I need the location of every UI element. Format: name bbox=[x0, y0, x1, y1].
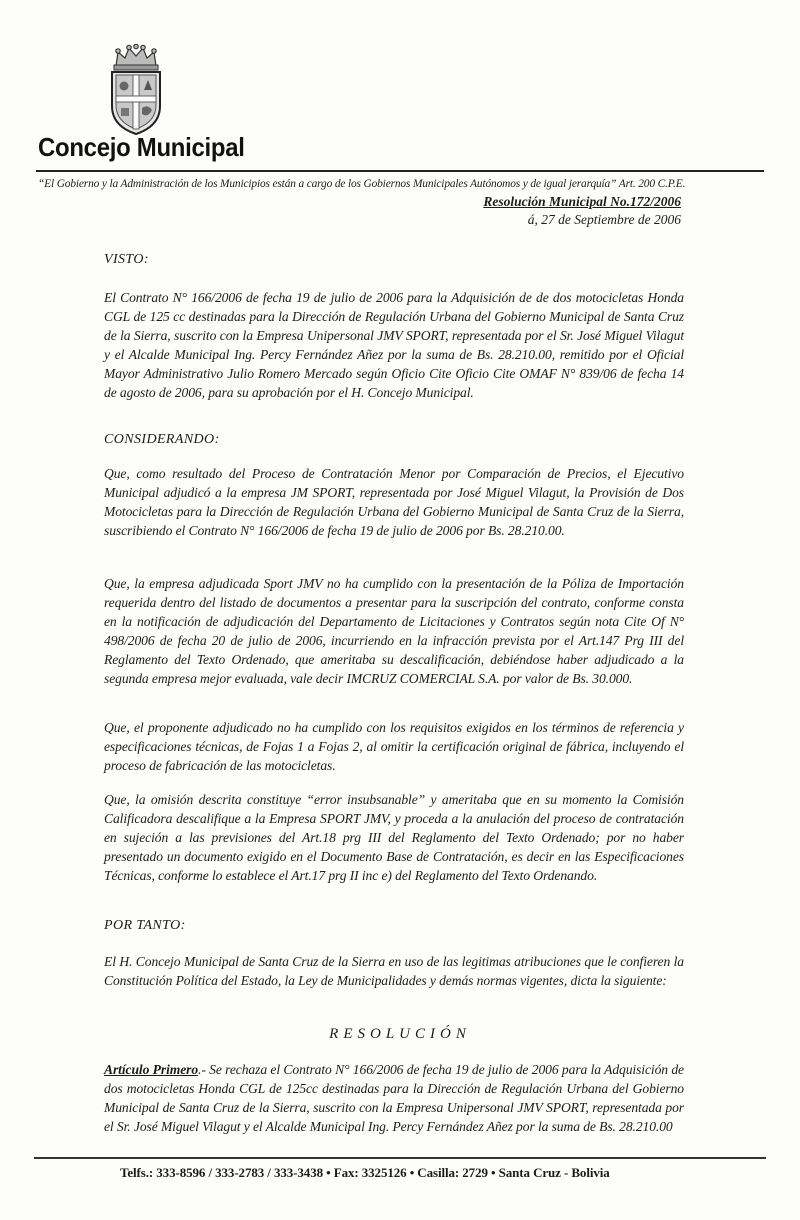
resolution-number: Resolución Municipal No.172/2006 bbox=[483, 194, 681, 209]
visto-paragraph: El Contrato N° 166/2006 de fecha 19 de julio de 2006 para la Adquisición de de dos motocicletas Honda CGL de 125 cc destinadas para la Dirección de Regulación Urbana del Gobierno Municipal de Santa Cruz de la Sierra, suscrito con la Empresa Unipersonal JMV SPORT, representada por el Sr. José Miguel Vilagut y el Alcalde Municipal Ing. Percy Fernández Añez por la suma de Bs. 28.210.00, remitido por el Oficial Mayor Administrativo Julio Romero Mercado según Oficio Cite Oficio Cite OMAF N° 839/06 de fecha 14 de agosto de 2006, para su aprobación por el H. Concejo Municipal. bbox=[104, 290, 684, 400]
considerando-paragraph-4: Que, la omisión descrita constituye “error insubsanable” y ameritaba que en su momento la Comisión Calificadora descalifique a la Empresa SPORT JMV, y proceda a la anulación del proceso de contratación en sujeción a las previsiones del Art.18 prg III del Reglamento del Texto Ordenado; por no haber presentado un documento exigido en el Documento Base de Contratación, es decir en las Especificaciones Técnicas, conforme lo establece el Art.17 prg II inc e) del Reglamento del Texto Ordenando. bbox=[104, 792, 684, 883]
por-tanto-heading: POR TANTO: bbox=[104, 918, 186, 933]
considerando-heading: CONSIDERANDO: bbox=[104, 432, 220, 447]
coat-of-arms-seal bbox=[108, 44, 164, 136]
footer-divider bbox=[34, 1157, 766, 1159]
resolution-title: RESOLUCIÓN bbox=[329, 1026, 471, 1042]
resolution-date: á, 27 de Septiembre de 2006 bbox=[527, 212, 681, 227]
article-first-label: Artículo Primero bbox=[104, 1062, 199, 1077]
constitution-quote: “El Gobierno y la Administración de los Municipios están a cargo de los Gobiernos Municipales Autónomos y de igual jerarquía” Art. 200 C.P.E. bbox=[38, 178, 686, 190]
considerando-paragraph-1: Que, como resultado del Proceso de Contratación Menor por Comparación de Precios, el Ejecutivo Municipal adjudicó a la empresa JM SPORT, representada por José Miguel Vilagut, la Provisión de Dos Motocicletas para la Dirección de Regulación Urbana del Gobierno Municipal de Santa Cruz de la Sierra, suscribiendo el Contrato N° 166/2006 de fecha 19 de julio de 2006 por Bs. 28.210.00. bbox=[104, 466, 684, 538]
por-tanto-paragraph: El H. Concejo Municipal de Santa Cruz de la Sierra en uso de las legitimas atribuciones que le confieren la Constitución Política del Estado, la Ley de Municipalidades y demás normas vigentes, dicta la siguiente: bbox=[104, 954, 684, 988]
organization-name: Concejo Municipal bbox=[38, 132, 245, 162]
visto-heading: VISTO: bbox=[104, 252, 149, 267]
article-first-paragraph bbox=[104, 1060, 684, 1136]
header-divider bbox=[36, 170, 764, 172]
considerando-paragraph-2: Que, la empresa adjudicada Sport JMV no ha cumplido con la presentación de la Póliza de Importación requerida dentro del listado de documentos a presentar para la suscripción del contrato, conforme consta en la notificación de adjudicación del Departamento de Licitaciones y Contratos según nota Cite Of N° 498/2006 de fecha 20 de julio de 2006, incurriendo en la infracción prevista por el Art.147 Prg III del Reglamento del Texto Ordenado, que ameritaba su descalificación, debiéndose haber adjudicado a la segunda empresa mejor evaluada, vale decir IMCRUZ COMERCIAL S.A. por valor de Bs. 30.000. bbox=[104, 576, 684, 686]
article-first-text: .- Se rechaza el Contrato N° 166/2006 de fecha 19 de julio de 2006 para la Adquisición de dos motocicletas Honda CGL de 125cc destinadas para la Dirección de Regulación Urbana del Gobierno Municipal de Santa Cruz de la Sierra, suscrito con la Empresa Unipersonal JMV SPORT, representada por el Sr. José Miguel Vilagut y el Alcalde Municipal Ing. Percy Fernández Añez por la suma de Bs. 28.210.00 bbox=[104, 1062, 684, 1134]
considerando-paragraph-3: Que, el proponente adjudicado no ha cumplido con los requisitos exigidos en los términos de referencia y especificaciones técnicas, de Fojas 1 a Fojas 2, al omitir la certificación original de fábrica, incluyendo el proceso de fabricación de las motocicletas. bbox=[104, 720, 684, 773]
footer-contact: Telfs.: 333-8596 / 333-2783 / 333-3438 • Fax: 3325126 • Casilla: 2729 • Santa Cruz - Bolivia bbox=[120, 1165, 610, 1180]
